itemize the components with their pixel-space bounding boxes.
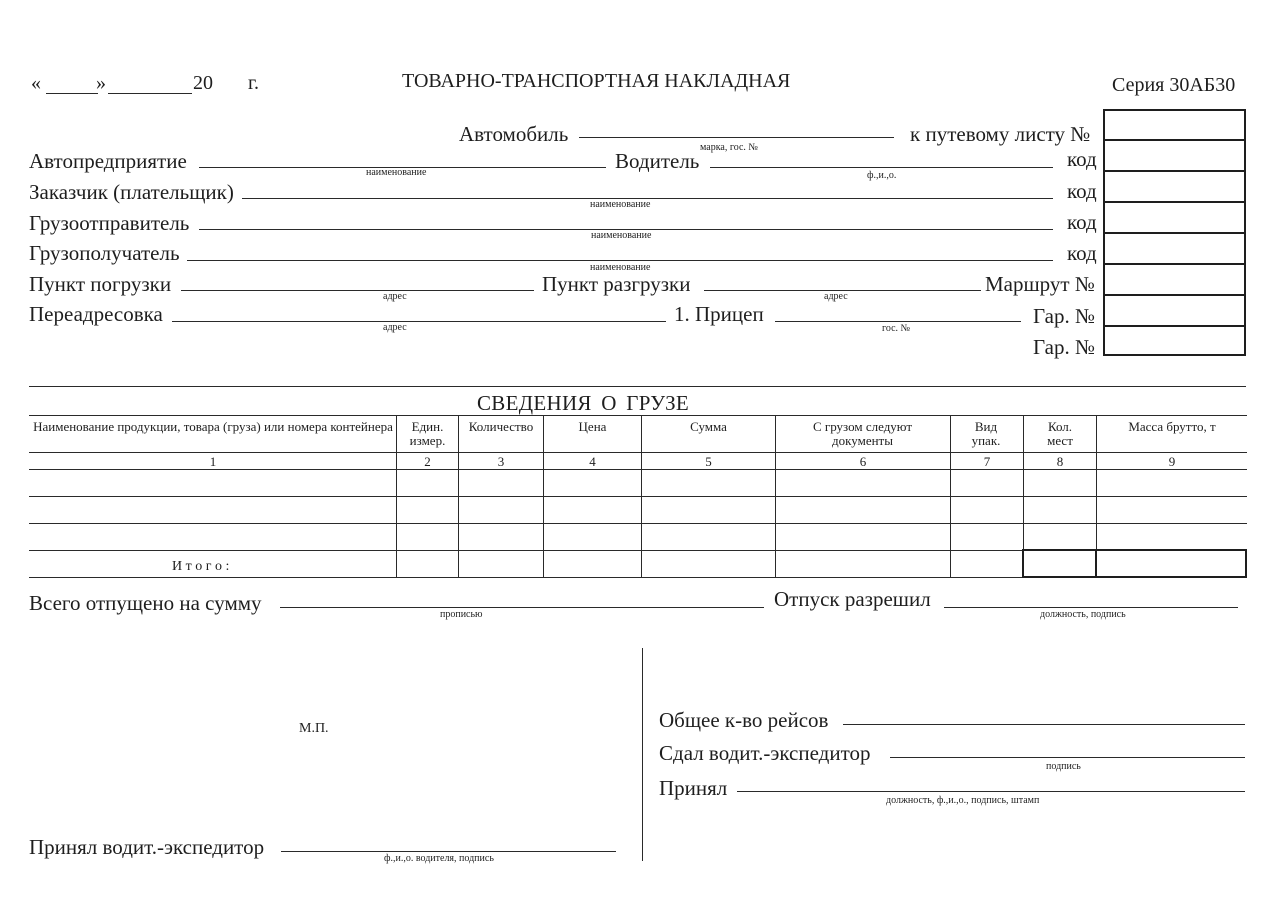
waybill-number-box[interactable] xyxy=(1103,109,1246,141)
col-number-4: 4 xyxy=(589,454,596,469)
date-open-quote: « xyxy=(31,72,41,94)
shipper-hint: наименование xyxy=(591,230,652,241)
accepted-field[interactable] xyxy=(737,791,1245,792)
total-released-label: Всего отпущено на сумму xyxy=(29,591,262,615)
driver-hint: ф.,и.,о. xyxy=(867,170,897,181)
col-number-1: 1 xyxy=(209,454,217,469)
loading-point-label: Пункт погрузки xyxy=(29,272,172,296)
consignee-field[interactable] xyxy=(187,260,1053,261)
col-number-7: 7 xyxy=(983,454,991,469)
enterprise-code-label: код xyxy=(1067,147,1097,171)
trips-total-field[interactable] xyxy=(843,724,1245,725)
customer-hint: наименование xyxy=(590,199,651,210)
release-allowed-field[interactable] xyxy=(944,607,1238,608)
col-header-packaging: Вид упак. xyxy=(971,419,1001,448)
consignee-hint: наименование xyxy=(590,262,651,273)
shipper-code-label: код xyxy=(1067,210,1097,234)
trailer-field[interactable] xyxy=(775,321,1021,322)
driver-field[interactable] xyxy=(710,167,1053,168)
garage-label-2: Гар. № xyxy=(1033,335,1095,359)
col-header-quantity: Количество xyxy=(468,419,534,434)
car-field[interactable] xyxy=(579,137,894,138)
trailer-label: 1. Прицеп xyxy=(674,302,764,326)
customer-label: Заказчик (плательщик) xyxy=(29,180,234,204)
col-number-8: 8 xyxy=(1056,454,1064,469)
consignee-label: Грузополучатель xyxy=(29,241,180,265)
accepted-by-driver-label: Принял водит.-экспедитор xyxy=(29,835,265,859)
garage-number-box-1[interactable] xyxy=(1103,294,1246,327)
col-number-2: 2 xyxy=(424,454,431,469)
year-prefix: 20 xyxy=(193,72,213,94)
total-released-hint: прописью xyxy=(440,609,483,620)
car-label: Автомобиль xyxy=(459,122,569,146)
garage-label-1: Гар. № xyxy=(1033,304,1095,328)
col-header-product: Наименование продукции, товара (груза) или номера контейнера xyxy=(33,419,393,434)
accepted-label: Принял xyxy=(659,776,728,800)
trips-total-label: Общее к-во рейсов xyxy=(659,708,829,732)
consignee-code-box[interactable] xyxy=(1103,232,1246,265)
col-header-price: Цена xyxy=(578,419,607,434)
accepted-by-driver-hint: ф.,и.,о. водителя, подпись xyxy=(384,853,494,864)
readdressing-field[interactable] xyxy=(172,321,666,322)
document-title: ТОВАРНО-ТРАНСПОРТНАЯ НАКЛАДНАЯ xyxy=(402,70,791,92)
trailer-hint: гос. № xyxy=(882,323,911,334)
handed-by-label: Сдал водит.-экспедитор xyxy=(659,741,871,765)
customer-code-box[interactable] xyxy=(1103,170,1246,203)
accepted-hint: должность, ф.,и.,о., подпись, штамп xyxy=(886,795,1040,806)
total-weight-cell[interactable] xyxy=(1095,549,1247,578)
col-number-5: 5 xyxy=(705,454,712,469)
enterprise-code-box[interactable] xyxy=(1103,139,1246,172)
shipper-code-box[interactable] xyxy=(1103,201,1246,234)
total-row-label: И т о г о : xyxy=(172,559,230,574)
customer-code-label: код xyxy=(1067,179,1097,203)
readdressing-hint: адрес xyxy=(383,322,407,333)
col-header-unit: Един. измер. xyxy=(409,419,446,448)
series-number: Серия 30АБ30 xyxy=(1112,74,1236,96)
col-header-gross-weight: Масса брутто, т xyxy=(1128,419,1216,434)
total-places-cell[interactable] xyxy=(1022,549,1097,578)
stamp-label: М.П. xyxy=(299,721,329,736)
enterprise-hint: наименование xyxy=(366,167,427,178)
loading-point-field[interactable] xyxy=(181,290,534,291)
year-suffix: г. xyxy=(248,72,259,94)
loading-point-hint: адрес xyxy=(383,291,407,302)
shipper-label: Грузоотправитель xyxy=(29,211,190,235)
car-hint: марка, гос. № xyxy=(700,142,758,153)
waybill-label: к путевому листу № xyxy=(910,122,1091,146)
footer-divider xyxy=(642,648,643,861)
col-header-documents: С грузом следуют документы xyxy=(812,419,913,448)
col-number-3: 3 xyxy=(497,454,505,469)
release-allowed-label: Отпуск разрешил xyxy=(774,587,931,611)
route-number-box[interactable] xyxy=(1103,263,1246,296)
consignee-code-label: код xyxy=(1067,241,1097,265)
col-header-sum: Сумма xyxy=(690,419,727,434)
col-header-places: Кол. мест xyxy=(1047,419,1073,448)
col-number-6: 6 xyxy=(859,454,867,469)
cargo-section-title: СВЕДЕНИЯ О ГРУЗЕ xyxy=(477,391,690,415)
cargo-top-rule xyxy=(29,386,1246,387)
handed-by-field[interactable] xyxy=(890,757,1245,758)
release-allowed-hint: должность, подпись xyxy=(1040,609,1126,620)
date-close-quote: » xyxy=(96,72,106,94)
accepted-by-driver-field[interactable] xyxy=(281,851,616,852)
garage-number-box-2[interactable] xyxy=(1103,325,1246,356)
col-number-9: 9 xyxy=(1168,454,1176,469)
readdressing-label: Переадресовка xyxy=(29,302,163,326)
unloading-point-label: Пункт разгрузки xyxy=(542,272,691,296)
handed-by-hint: подпись xyxy=(1046,761,1081,772)
driver-label: Водитель xyxy=(615,149,700,173)
unloading-point-hint: адрес xyxy=(824,291,848,302)
route-label: Маршрут № xyxy=(985,272,1095,296)
total-released-field[interactable] xyxy=(280,607,764,608)
enterprise-label: Автопредприятие xyxy=(29,149,187,173)
